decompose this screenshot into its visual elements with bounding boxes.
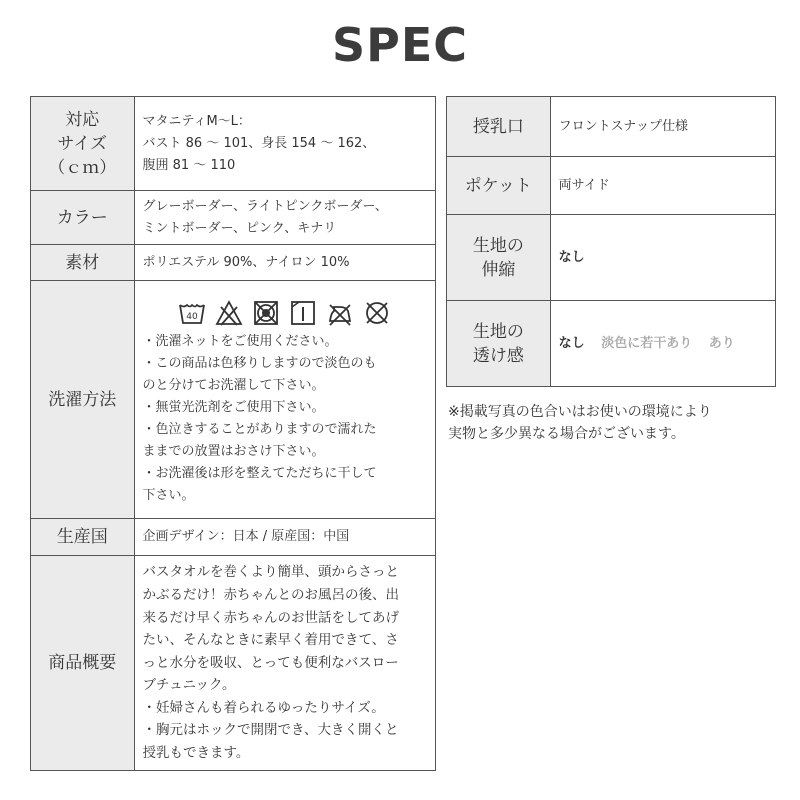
care-icons — [143, 295, 428, 331]
stretch-label — [447, 215, 551, 301]
origin-label: 生産国 — [31, 519, 135, 556]
nursing-value: フロントスナップ仕様 — [550, 97, 775, 157]
size-value — [134, 97, 436, 191]
color-value-line: グレーボーダー、ライトピンクボーダー、 — [142, 198, 388, 214]
size-label — [31, 97, 135, 191]
washing-value-line: 下さい。 — [142, 488, 195, 503]
overview-value-line: かぶるだけ！赤ちゃんとのお風呂の後、出 — [142, 586, 399, 603]
washing-value-line: のと分けてお洗濯して下さい。 — [142, 378, 325, 393]
washing-value-line: ・この商品は色移りしますので淡色のも — [142, 356, 377, 371]
stretch-label-line: 伸縮 — [481, 259, 516, 280]
sheer-option-yes: あり — [708, 335, 735, 351]
size-row — [31, 97, 436, 191]
no-iron-icon — [326, 299, 354, 327]
size-label-line: サイズ — [57, 133, 108, 154]
overview-value — [134, 556, 436, 771]
washing-value-line: ・洗濯ネットをご使用ください。 — [142, 334, 338, 349]
pocket-label: ポケット — [447, 157, 551, 215]
origin-value — [134, 519, 436, 556]
overview-value-line: っと水分を吸収、とっても便利なバスロー — [142, 654, 399, 671]
washing-value-line: ・お洗濯後は形を整えてただちに干して — [142, 466, 377, 481]
size-value-line: 腹囲 81 ～ 110 — [142, 157, 236, 173]
note-line: 実物と多少異なる場合がございます。 — [448, 426, 685, 442]
washing-value — [134, 281, 436, 519]
line-dry-icon — [289, 299, 317, 327]
wash-40-icon — [178, 299, 206, 327]
origin-row — [31, 519, 436, 556]
overview-label: 商品概要 — [31, 556, 135, 771]
no-tumble-dry-icon — [252, 299, 280, 327]
pocket-value: 両サイド — [550, 157, 775, 215]
washing-row — [31, 281, 436, 519]
overview-value-line: ブチュニック。 — [142, 677, 236, 694]
overview-value-line: 授乳もできます。 — [142, 745, 250, 762]
no-dry-clean-icon — [363, 299, 391, 327]
color-row — [31, 191, 436, 245]
sheer-row — [447, 301, 776, 387]
material-value-line: ポリエステル 90%、ナイロン 10% — [142, 254, 350, 270]
washing-value-line: ・無蛍光洗剤をご使用下さい。 — [142, 400, 325, 415]
stretch-value: なし — [550, 215, 775, 301]
page-title: SPEC — [331, 18, 469, 72]
sheer-option-slight: 淡色に若干あり — [601, 335, 693, 351]
sheer-value — [550, 301, 775, 387]
stretch-label-line: 生地の — [472, 235, 524, 256]
overview-value-line: 来るだけ早く赤ちゃんのお世話をしてあげ — [142, 609, 399, 626]
material-row — [31, 245, 436, 281]
sheer-label-line: 透け感 — [472, 345, 524, 366]
color-disclaimer-note — [448, 401, 778, 445]
spec-table-left — [30, 96, 436, 771]
washing-value-line: ままでの放置はおさけ下さい。 — [142, 444, 325, 459]
overview-row — [31, 556, 436, 771]
spec-table-right — [446, 96, 776, 387]
sheer-label-line: 生地の — [472, 321, 524, 342]
overview-value-line: バスタオルを巻くより簡単、頭からさっと — [142, 564, 399, 581]
pocket-row — [447, 157, 776, 215]
sheer-label — [447, 301, 551, 387]
overview-value-line: ・妊婦さんも着られるゆったりサイズ。 — [142, 699, 385, 716]
washing-value-line: ・色泣きすることがありますので濡れた — [142, 422, 377, 437]
size-label-line: 対応 — [65, 109, 100, 130]
color-value-line: ミントボーダー、ピンク、キナリ — [142, 220, 337, 236]
color-value — [134, 191, 436, 245]
overview-value-line: ・胸元はホックで開閉でき、大きく開くと — [142, 722, 399, 739]
stretch-row — [447, 215, 776, 301]
washing-label: 洗濯方法 — [31, 281, 135, 519]
color-label: カラー — [31, 191, 135, 245]
material-label: 素材 — [31, 245, 135, 281]
origin-value-line: 企画デザイン：日本 / 原産国：中国 — [142, 529, 350, 544]
wash-temp-text: 40 — [186, 312, 198, 322]
material-value — [134, 245, 436, 281]
no-bleach-icon — [215, 299, 243, 327]
size-label-line: （ｃｍ） — [48, 157, 117, 178]
size-value-line: バスト 86 ～ 101、身長 154 ～ 162、 — [142, 135, 376, 151]
nursing-label: 授乳口 — [447, 97, 551, 157]
size-value-line: マタニティM～L： — [142, 113, 251, 129]
overview-value-line: たい、そんなときに素早く着用できて、さ — [142, 632, 399, 649]
sheer-option-selected: なし — [558, 335, 585, 351]
nursing-row — [447, 97, 776, 157]
note-line: ※掲載写真の色合いはお使いの環境により — [448, 404, 712, 420]
